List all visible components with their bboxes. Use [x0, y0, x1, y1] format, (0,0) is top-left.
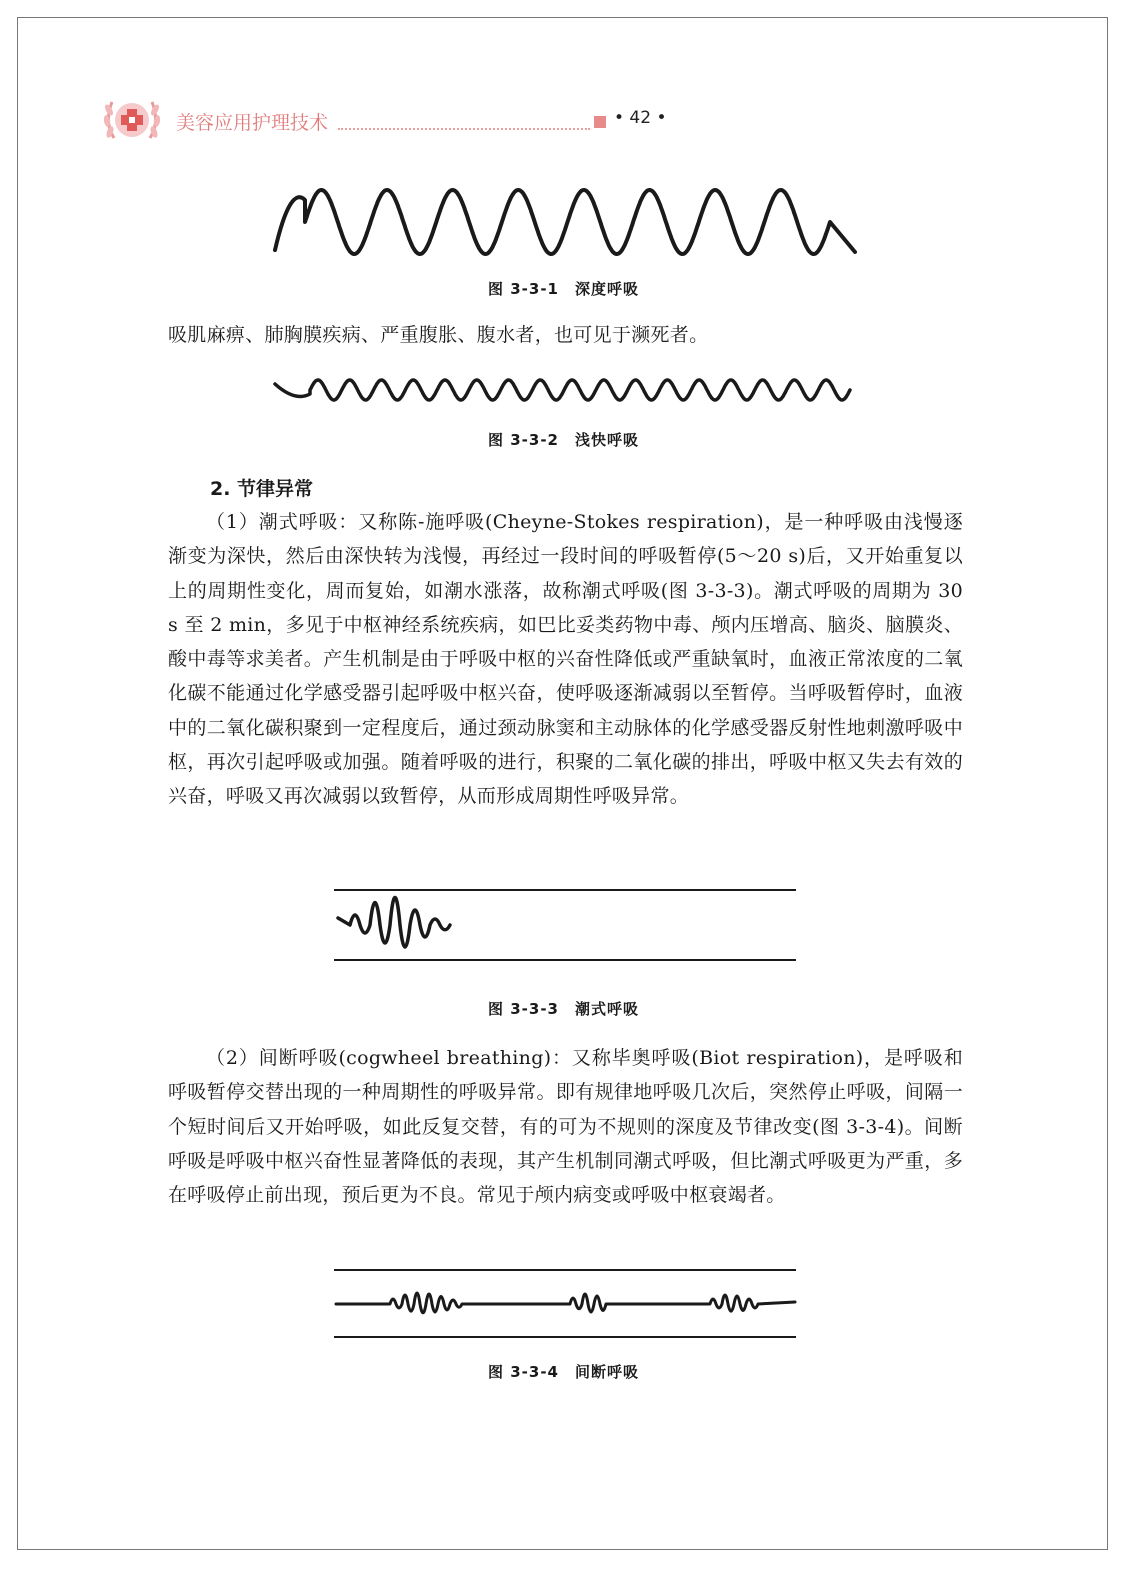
header-dotted-leader [338, 114, 590, 130]
shallow-fast-breathing-waveform [270, 372, 860, 412]
figure-caption-3-3-4: 图 3-3-4 间断呼吸 [488, 1363, 639, 1381]
continuation-paragraph: 吸肌麻痹、肺胸膜疾病、严重腹胀、腹水者，也可见于濒死者。 [168, 324, 709, 346]
book-title: 美容应用护理技术 [176, 112, 329, 134]
page-number: • 42 • [614, 108, 667, 128]
biot-paragraph: （2）间断呼吸(cogwheel breathing)：又称毕奥呼吸(Biot respiration)，是呼吸和呼吸暂停交替出现的一种周期性的呼吸异常。即有规律地呼吸几次后，突然停止呼吸，间隔一个短时间后又开始呼吸，如此反复交替，有的可为不规则的深度及节律改变(图 3-3-4)。间断呼吸是呼吸中枢兴奋性显著降低的表现，其产生机制同潮式呼吸，但比潮式呼吸更为严重，多在呼吸停止前出现，预后更为不良。常见于颅内病变或呼吸中枢衰竭者。 [168, 1047, 963, 1207]
deep-breathing-waveform [270, 180, 860, 270]
header-square-marker [594, 116, 606, 128]
figure-caption-3-3-1: 图 3-3-1 深度呼吸 [488, 280, 639, 298]
red-cross-laurel-logo-icon [100, 88, 164, 152]
figure-caption-3-3-3: 图 3-3-3 潮式呼吸 [488, 1000, 639, 1018]
biot-breathing-waveform [330, 1265, 800, 1345]
cheyne-stokes-paragraph: （1）潮式呼吸：又称陈-施呼吸(Cheyne-Stokes respiration)，是一种呼吸由浅慢逐渐变为深快，然后由深快转为浅慢，再经过一段时间的呼吸暂停(5～20 s)后，又开始重复以上的周期性变化，周而复始，如潮水涨落，故称潮式呼吸(图 3-3-3)。潮式呼吸的周期为 30 s 至 2 min，多见于中枢神经系统疾病，如巴比妥类药物中毒、颅内压增高、脑炎、脑膜炎、酸中毒等求美者。产生机制是由于呼吸中枢的兴奋性降低或严重缺氧时，血液正常浓度的二氧化碳不能通过化学感受器引起呼吸中枢兴奋，使呼吸逐渐减弱以至暂停。当呼吸暂停时，血液中的二氧化碳积聚到一定程度后，通过颈动脉窦和主动脉体的化学感受器反射性地刺激呼吸中枢，再次引起呼吸或加强。随着呼吸的进行，积聚的二氧化碳的排出，呼吸中枢又失去有效的兴奋，呼吸又再次减弱以致暂停，从而形成周期性呼吸异常。 [168, 511, 963, 808]
cheyne-stokes-waveform [330, 868, 800, 983]
section-heading: 2. 节律异常 [210, 478, 314, 500]
figure-caption-3-3-2: 图 3-3-2 浅快呼吸 [488, 431, 639, 449]
